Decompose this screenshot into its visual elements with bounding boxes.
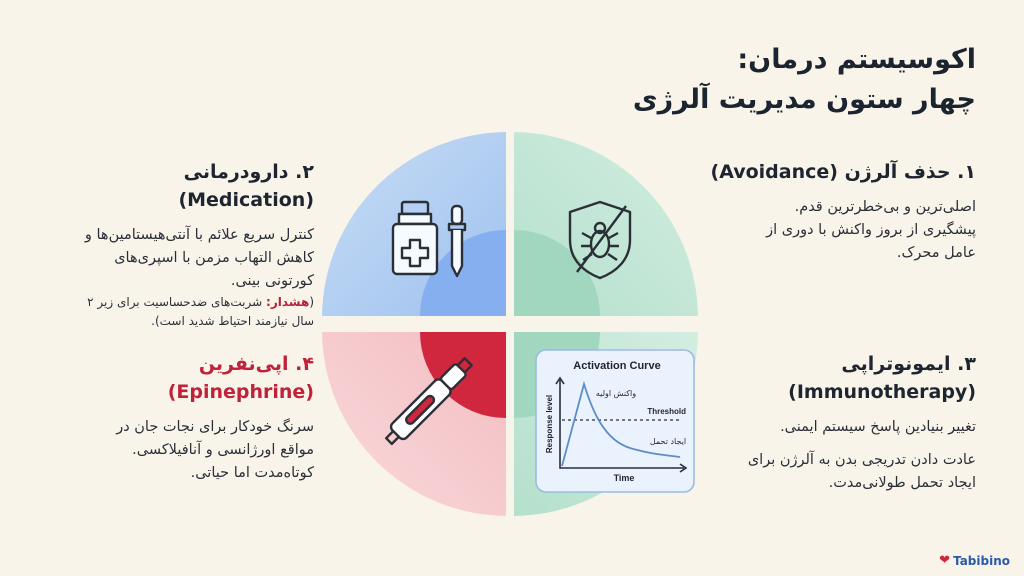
pillar-epinephrine-line-1: سرنگ خودکار برای نجات جان در xyxy=(116,419,314,435)
activation-curve-chart xyxy=(536,350,694,492)
heart-icon: ❤ xyxy=(939,553,951,568)
curve-x-label: Time xyxy=(613,473,635,483)
threshold-label: Threshold xyxy=(647,407,686,416)
initial-reaction-label: واکنش اولیه xyxy=(595,389,637,398)
brand-name: Tabibino xyxy=(953,553,1010,568)
curve-y-label: Response level xyxy=(545,394,554,454)
pillar-avoidance xyxy=(706,158,976,265)
pillar-medication-heading: ۲. دارودرمانی (Medication) xyxy=(178,161,314,211)
pillar-epinephrine-line-2: مواقع اورژانسی و آنافیلاکسی. xyxy=(132,442,314,458)
medication-warning xyxy=(52,293,314,312)
pillar-avoidance-line-1: اصلی‌ترین و بی‌خطرترین قدم. xyxy=(794,199,976,215)
pillar-avoidance-line-2: پیشگیری از بروز واکنش با دوری از xyxy=(766,222,976,238)
pillar-avoidance-line-3: عامل محرک. xyxy=(896,245,976,261)
title-line-2: چهار ستون مدیریت آلرژی xyxy=(632,84,976,115)
curve-title: Activation Curve xyxy=(573,360,661,372)
pillar-epinephrine-heading-en: (Epinephrine) xyxy=(167,381,314,403)
pillar-medication-line-3: کورتونی بینی. xyxy=(230,273,314,289)
pillar-immunotherapy-heading-en: (Immunotherapy) xyxy=(788,381,976,403)
pillar-avoidance-heading: ۱. حذف آلرژن (Avoidance) xyxy=(710,161,976,183)
pillar-epinephrine xyxy=(52,350,314,485)
tolerance-label: ایجاد تحمل xyxy=(649,437,687,446)
pillar-medication xyxy=(52,158,314,331)
brand-logo xyxy=(939,553,1010,568)
pillar-immunotherapy-heading: ۳. ایمونوتراپی xyxy=(841,353,976,375)
pillar-immunotherapy-line-2: عادت دادن تدریجی بدن به آلرژن برای xyxy=(747,452,976,468)
pillar-medication-line-2: کاهش التهاب مزمن با اسپری‌های xyxy=(114,250,314,266)
title-line-1: اکوسیستم درمان: xyxy=(737,44,976,75)
pillar-medication-line-1: کنترل سریع علائم با آنتی‌هیستامین‌ها و xyxy=(84,227,314,243)
pillar-epinephrine-line-3: کوتاه‌مدت اما حیاتی. xyxy=(190,465,314,481)
pillar-immunotherapy xyxy=(706,350,976,495)
warning-open-paren: ( xyxy=(309,295,314,309)
warning-label: هشدار: xyxy=(266,295,310,309)
pillar-immunotherapy-line-3: ایجاد تحمل طولانی‌مدت. xyxy=(828,475,976,491)
medication-warning-line-2: سال نیازمند احتیاط شدید است). xyxy=(151,314,314,328)
medicine-bottle-icon xyxy=(393,202,465,276)
warning-text: شربت‌های ضدحساسیت برای زیر ۲ xyxy=(87,295,263,309)
pillar-epinephrine-heading: ۴. اپی‌نفرین xyxy=(198,353,314,375)
pillar-immunotherapy-line-1: تغییر بنیادین پاسخ سیستم ایمنی. xyxy=(780,419,976,435)
